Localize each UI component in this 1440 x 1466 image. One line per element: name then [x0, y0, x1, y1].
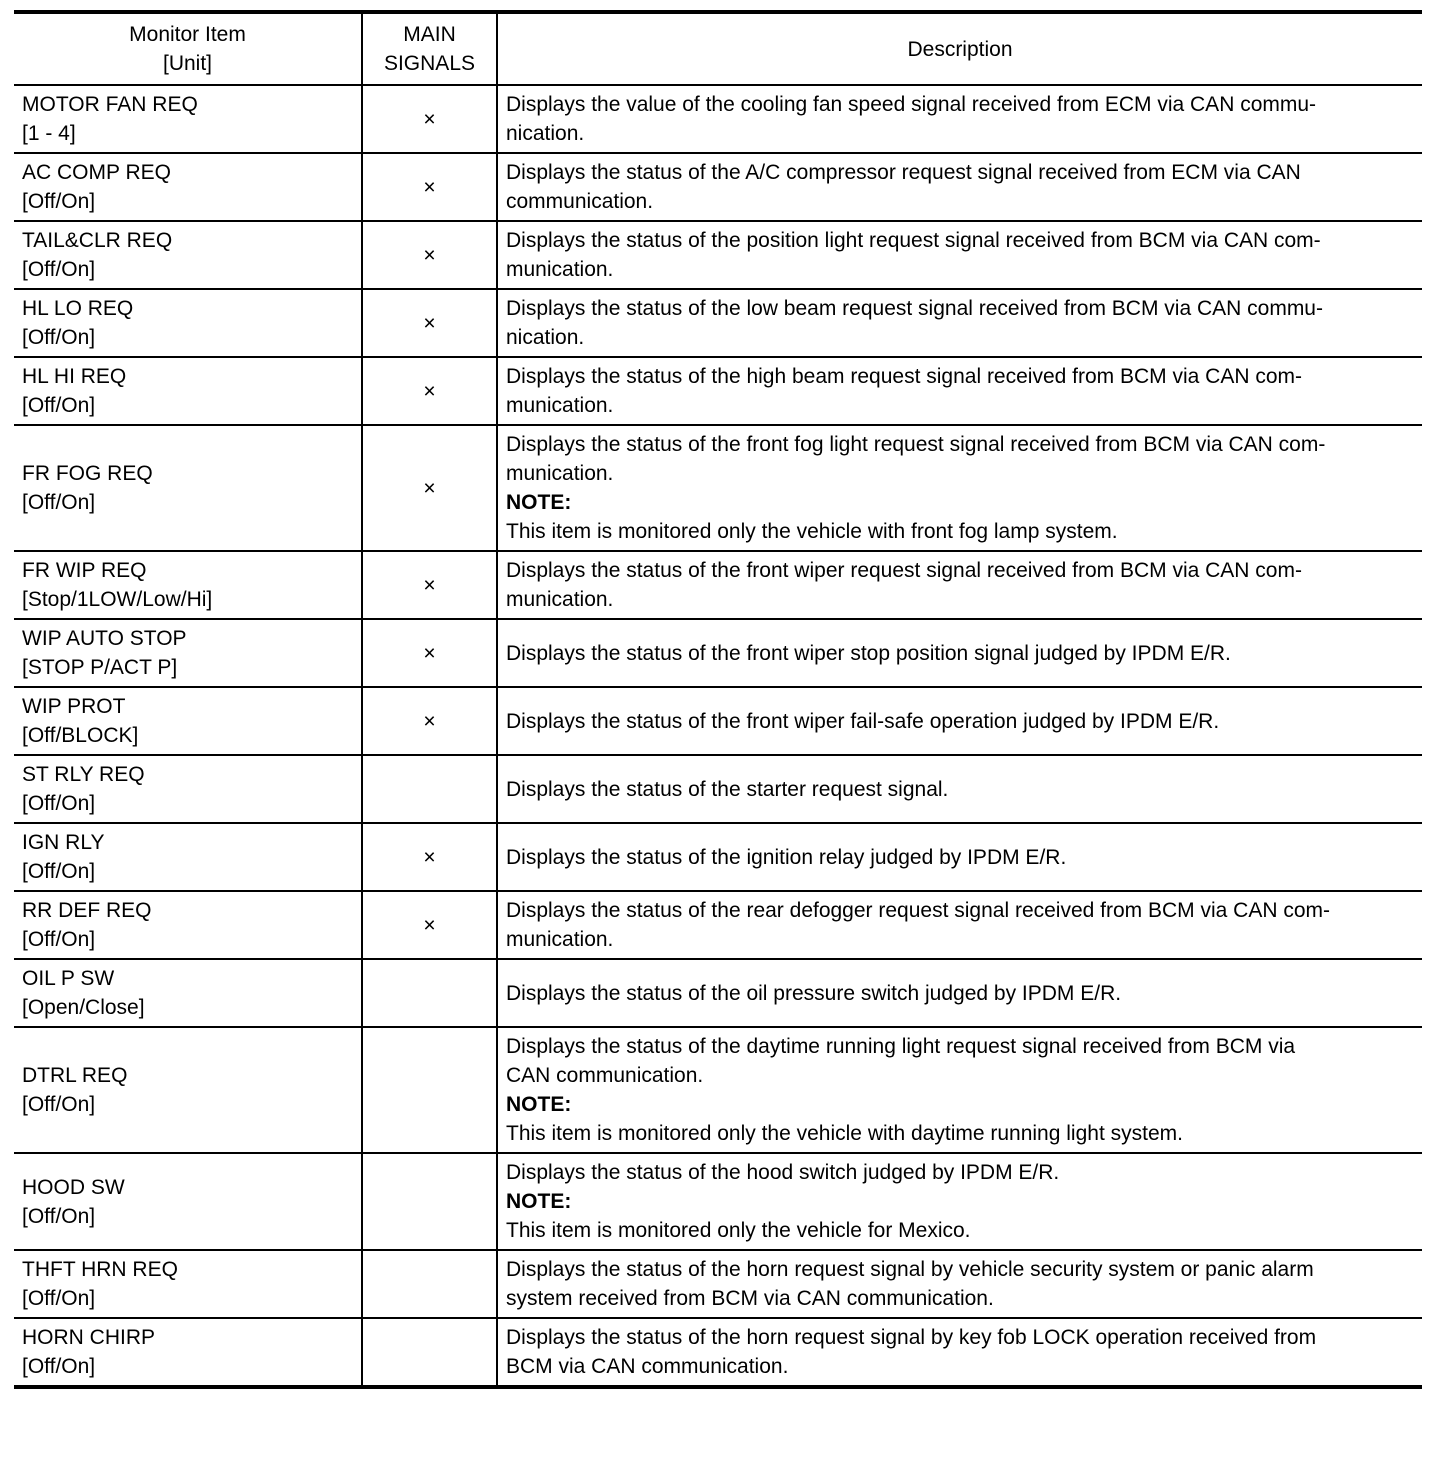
monitor-item-unit: [1 - 4]	[22, 122, 76, 145]
main-signal-mark	[362, 1318, 497, 1387]
description-line: nication.	[506, 122, 585, 145]
table-row	[14, 85, 1422, 153]
description-line: Displays the status of the rear defogger request signal received from BCM via CAN com-	[506, 899, 1331, 922]
description-line: Displays the status of the position light request signal received from BCM via CAN com-	[506, 229, 1321, 252]
monitor-item-unit: [Off/On]	[22, 1355, 96, 1378]
description-line: munication.	[506, 928, 614, 951]
description-line: Displays the status of the oil pressure switch judged by IPDM E/R.	[506, 981, 1122, 1005]
monitor-item-cell	[14, 153, 362, 221]
note-label: NOTE:	[506, 491, 572, 514]
monitor-item-cell	[14, 85, 362, 153]
main-signal-mark: ×	[362, 221, 497, 289]
description-line: munication.	[506, 462, 614, 485]
note-text: This item is monitored only the vehicle for Mexico.	[506, 1219, 971, 1242]
description-line: Displays the status of the horn request signal by key fob LOCK operation received from	[506, 1326, 1317, 1349]
description-line: munication.	[506, 588, 614, 611]
description-line: Displays the status of the A/C compressor request signal received from ECM via CAN	[506, 161, 1301, 184]
description-line: munication.	[506, 394, 614, 417]
header-main-signals	[362, 12, 497, 85]
header-monitor-item-label: Monitor Item	[129, 23, 246, 46]
table-row	[14, 755, 1422, 823]
description-cell	[497, 85, 1422, 153]
description-line: CAN communication.	[506, 1064, 704, 1087]
description-line: Displays the status of the front wiper request signal received from BCM via CAN com-	[506, 559, 1302, 582]
note-label: NOTE:	[506, 1093, 572, 1116]
monitor-item-unit: [Off/On]	[22, 491, 96, 514]
monitor-item-cell	[14, 619, 362, 687]
header-main-label: MAIN	[403, 23, 456, 46]
monitor-item-unit: [Off/On]	[22, 1093, 96, 1116]
table-row	[14, 1318, 1422, 1387]
table-row	[14, 823, 1422, 891]
description-line: Displays the status of the starter request signal.	[506, 777, 949, 801]
monitor-item-cell	[14, 551, 362, 619]
monitor-item-name: FR FOG REQ	[22, 462, 153, 485]
monitor-item-name: RR DEF REQ	[22, 899, 152, 922]
description-line: Displays the status of the horn request signal by vehicle security system or panic alarm	[506, 1258, 1314, 1281]
monitor-item-name: TAIL&CLR REQ	[22, 229, 173, 252]
monitor-item-cell	[14, 823, 362, 891]
main-signal-mark: ×	[362, 823, 497, 891]
monitor-item-cell	[14, 289, 362, 357]
description-line: Displays the status of the daytime running light request signal received from BCM via	[506, 1035, 1296, 1058]
monitor-item-unit: [STOP P/ACT P]	[22, 656, 178, 679]
table-row	[14, 959, 1422, 1027]
monitor-item-name: MOTOR FAN REQ	[22, 93, 198, 116]
main-signal-mark: ×	[362, 289, 497, 357]
description-cell	[497, 153, 1422, 221]
description-cell	[497, 755, 1422, 823]
main-signal-mark: ×	[362, 891, 497, 959]
monitor-item-name: FR WIP REQ	[22, 559, 147, 582]
table-row	[14, 687, 1422, 755]
main-signal-mark	[362, 1027, 497, 1153]
monitor-item-name: OIL P SW	[22, 967, 115, 990]
main-signal-mark	[362, 1153, 497, 1250]
main-signal-mark: ×	[362, 425, 497, 551]
table-row	[14, 1027, 1422, 1153]
main-signal-mark: ×	[362, 357, 497, 425]
table-row	[14, 619, 1422, 687]
header-unit-label: [Unit]	[162, 52, 212, 75]
main-signal-mark	[362, 1250, 497, 1318]
description-cell	[497, 687, 1422, 755]
monitor-item-cell	[14, 221, 362, 289]
description-cell	[497, 823, 1422, 891]
description-cell	[497, 1250, 1422, 1318]
monitor-item-unit: [Stop/1LOW/Low/Hi]	[22, 588, 213, 611]
monitor-item-name: HOOD SW	[22, 1175, 125, 1199]
table-header-row	[14, 12, 1422, 85]
monitor-item-unit: [Open/Close]	[22, 996, 145, 1019]
monitor-item-unit: [Off/On]	[22, 326, 96, 349]
main-signal-mark: ×	[362, 619, 497, 687]
description-cell	[497, 357, 1422, 425]
monitor-item-cell	[14, 755, 362, 823]
description-line: Displays the value of the cooling fan speed signal received from ECM via CAN commu-	[506, 93, 1317, 116]
monitor-item-cell	[14, 1153, 362, 1250]
description-line: Displays the status of the ignition relay judged by IPDM E/R.	[506, 845, 1067, 869]
monitor-item-unit: [Off/On]	[22, 792, 96, 815]
description-line: communication.	[506, 190, 654, 213]
monitor-item-cell	[14, 425, 362, 551]
main-signal-mark	[362, 959, 497, 1027]
monitor-item-name: THFT HRN REQ	[22, 1258, 178, 1281]
description-line: system received from BCM via CAN communication.	[506, 1287, 994, 1310]
description-line: Displays the status of the high beam request signal received from BCM via CAN com-	[506, 365, 1303, 388]
table-row	[14, 153, 1422, 221]
description-cell	[497, 1027, 1422, 1153]
monitor-item-cell	[14, 1250, 362, 1318]
description-cell	[497, 425, 1422, 551]
monitor-item-name: DTRL REQ	[22, 1064, 128, 1087]
monitor-item-name: HL HI REQ	[22, 365, 127, 388]
description-cell	[497, 1153, 1422, 1250]
monitor-item-name: ST RLY REQ	[22, 763, 145, 786]
description-cell	[497, 289, 1422, 357]
table-row	[14, 289, 1422, 357]
description-cell	[497, 959, 1422, 1027]
description-cell	[497, 221, 1422, 289]
main-signal-mark	[362, 755, 497, 823]
monitor-item-name: WIP PROT	[22, 695, 126, 718]
table-row	[14, 551, 1422, 619]
table-body	[14, 85, 1422, 1387]
monitor-item-unit: [Off/On]	[22, 860, 96, 883]
header-signals-label: SIGNALS	[383, 52, 476, 75]
table-row	[14, 1250, 1422, 1318]
monitor-item-cell	[14, 357, 362, 425]
main-signal-mark: ×	[362, 153, 497, 221]
main-signal-mark: ×	[362, 551, 497, 619]
monitor-item-unit: [Off/On]	[22, 190, 96, 213]
description-cell	[497, 1318, 1422, 1387]
monitor-item-unit: [Off/On]	[22, 394, 96, 417]
monitor-item-unit: [Off/On]	[22, 1287, 96, 1310]
table-row	[14, 1153, 1422, 1250]
monitor-item-unit: [Off/On]	[22, 928, 96, 951]
monitor-item-cell	[14, 1318, 362, 1387]
main-signal-mark: ×	[362, 85, 497, 153]
monitor-item-cell	[14, 1027, 362, 1153]
monitor-item-table	[14, 10, 1422, 1389]
description-cell	[497, 619, 1422, 687]
monitor-item-cell	[14, 959, 362, 1027]
note-text: This item is monitored only the vehicle with front fog lamp system.	[506, 520, 1118, 543]
monitor-item-name: HL LO REQ	[22, 297, 134, 320]
description-line: nication.	[506, 326, 585, 349]
header-monitor-item	[14, 12, 362, 85]
description-line: Displays the status of the front wiper stop position signal judged by IPDM E/R.	[506, 641, 1231, 665]
table-row	[14, 357, 1422, 425]
description-cell	[497, 891, 1422, 959]
monitor-item-name: AC COMP REQ	[22, 161, 171, 184]
header-description: Description	[497, 12, 1422, 85]
table-row	[14, 891, 1422, 959]
monitor-item-unit: [Off/On]	[22, 1204, 96, 1228]
description-line: Displays the status of the front wiper fail-safe operation judged by IPDM E/R.	[506, 709, 1220, 733]
main-signal-mark: ×	[362, 687, 497, 755]
description-line: Displays the status of the hood switch judged by IPDM E/R.	[506, 1161, 1060, 1184]
note-label: NOTE:	[506, 1190, 572, 1213]
description-line: munication.	[506, 258, 614, 281]
monitor-item-page	[14, 10, 1422, 1389]
note-text: This item is monitored only the vehicle with daytime running light system.	[506, 1122, 1183, 1145]
description-line: Displays the status of the front fog light request signal received from BCM via CAN com-	[506, 433, 1326, 456]
table-row	[14, 221, 1422, 289]
monitor-item-cell	[14, 687, 362, 755]
description-line: BCM via CAN communication.	[506, 1355, 789, 1378]
table-row	[14, 425, 1422, 551]
monitor-item-name: IGN RLY	[22, 831, 105, 854]
monitor-item-cell	[14, 891, 362, 959]
description-line: Displays the status of the low beam request signal received from BCM via CAN commu-	[506, 297, 1323, 320]
monitor-item-unit: [Off/On]	[22, 258, 96, 281]
monitor-item-unit: [Off/BLOCK]	[22, 724, 139, 747]
monitor-item-name: HORN CHIRP	[22, 1326, 156, 1349]
description-cell	[497, 551, 1422, 619]
monitor-item-name: WIP AUTO STOP	[22, 627, 187, 650]
